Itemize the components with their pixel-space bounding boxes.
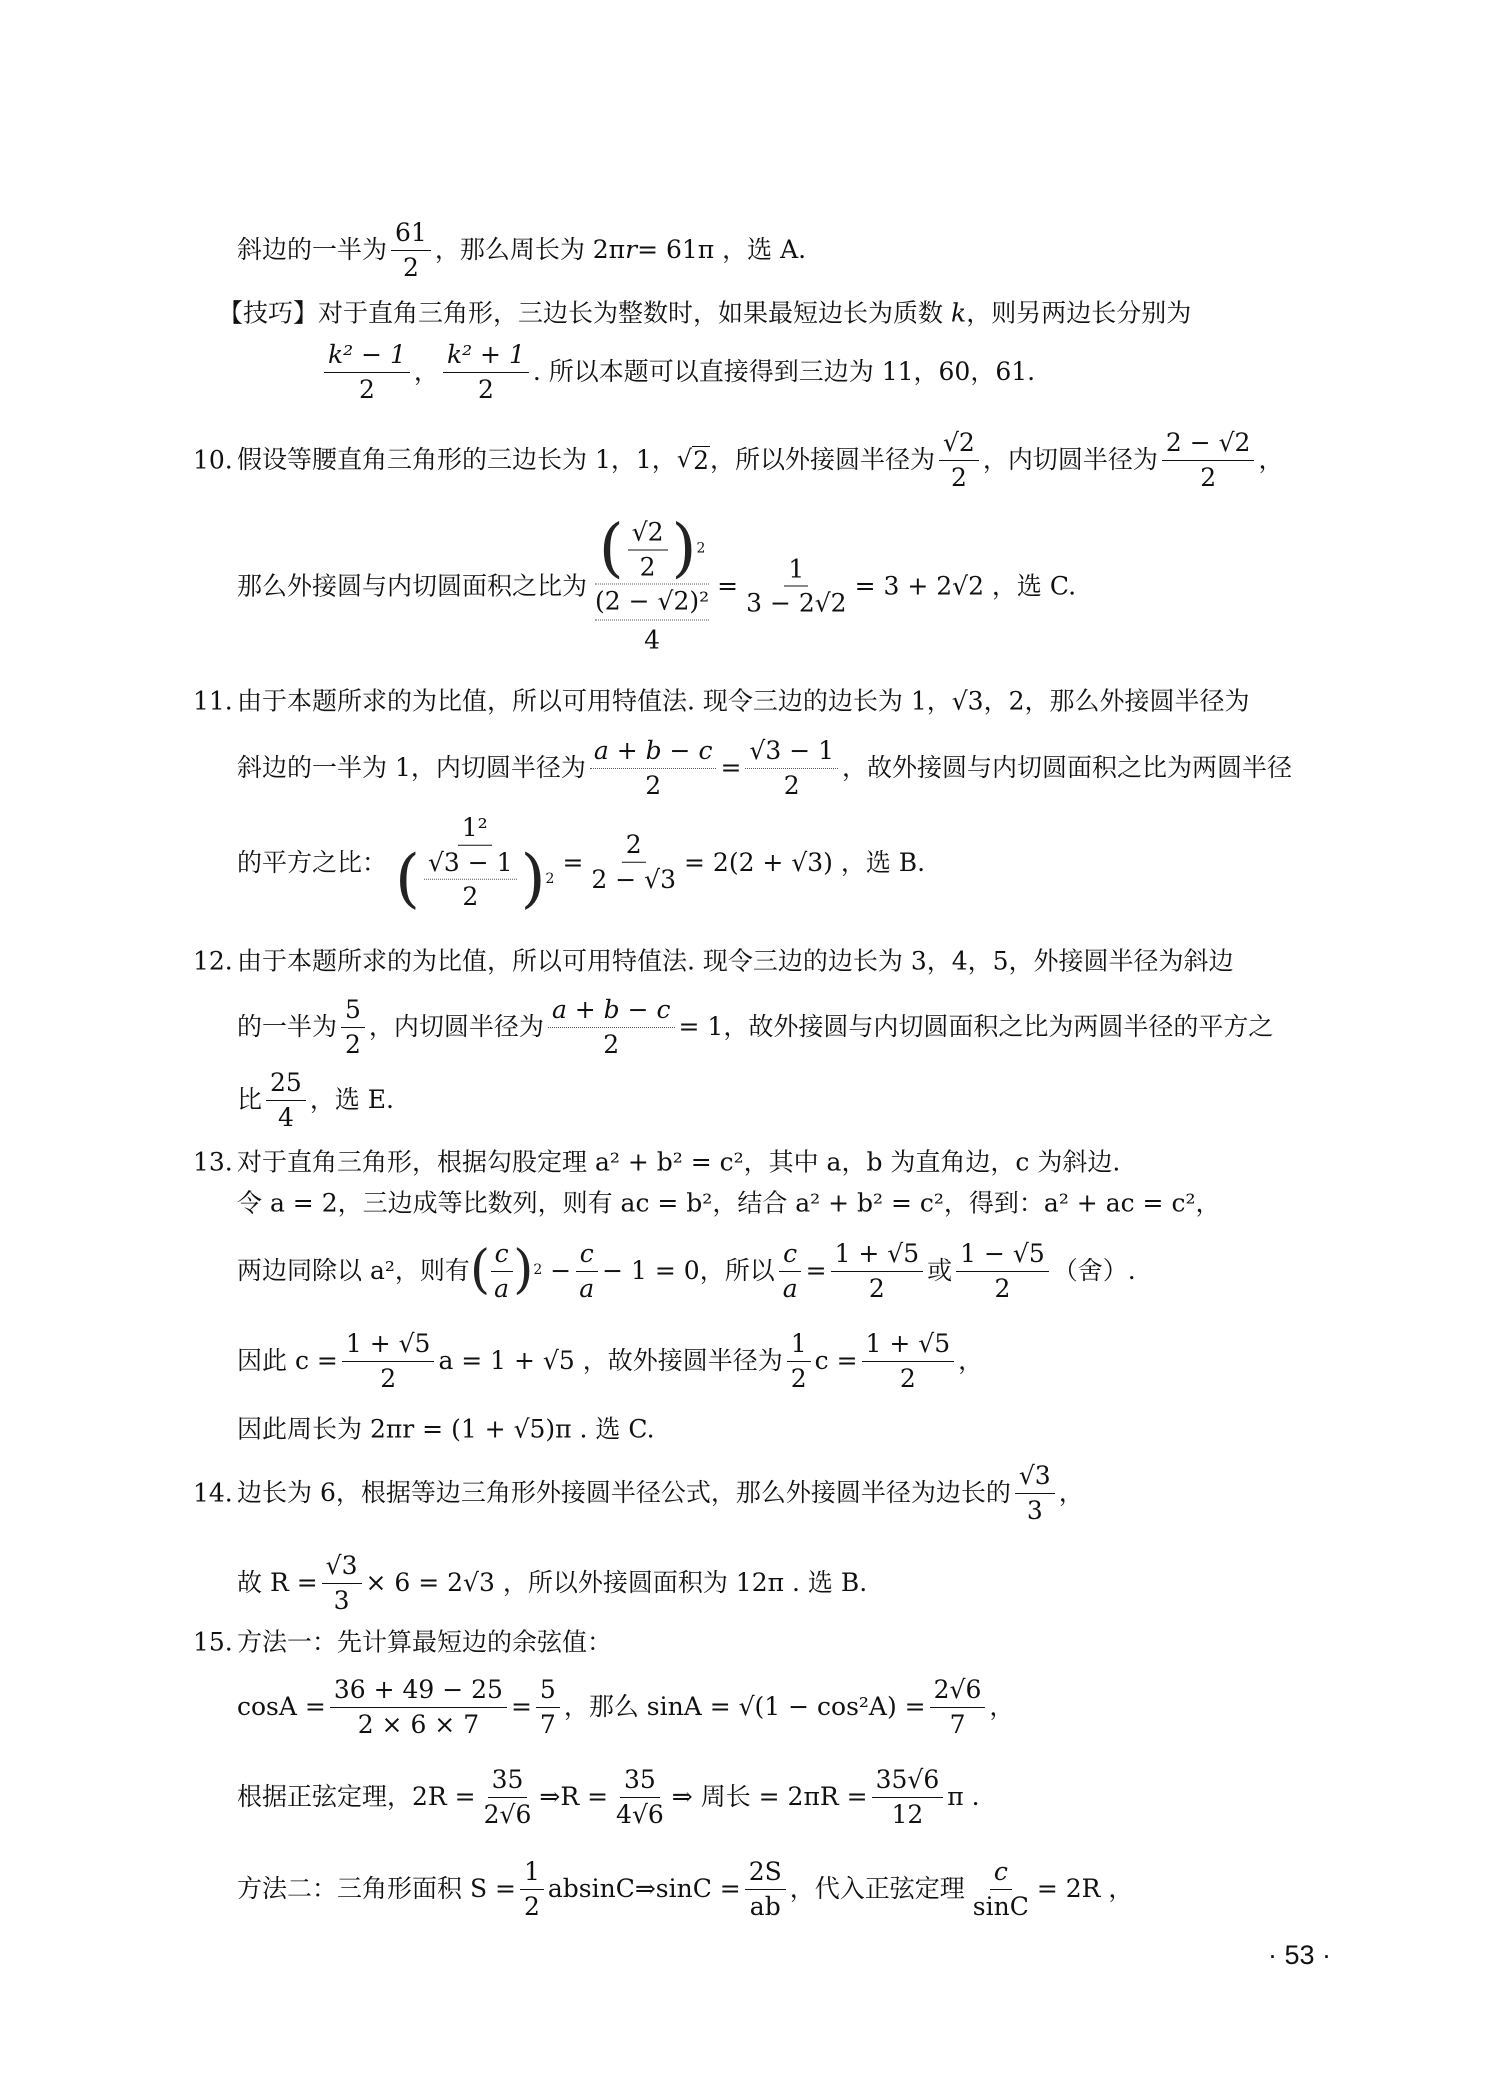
- text: = 3 + 2√2 ，选 C.: [854, 571, 1077, 601]
- fraction: $\frac{35√6}{12}$: [872, 1766, 944, 1828]
- text: absinC⇒sinC =: [547, 1874, 741, 1904]
- fraction: $\frac{√2}{2}$: [628, 519, 668, 581]
- text: =: [805, 1256, 827, 1286]
- text: c =: [814, 1346, 858, 1376]
- text: 斜边的一半为 1，内切圆半径为: [237, 753, 586, 783]
- sqrt: √ 2: [676, 444, 709, 475]
- q11-line3: [237, 812, 926, 916]
- page-number: · 53 ·: [1268, 1940, 1332, 1970]
- text: 因此 c =: [237, 1346, 338, 1376]
- text: = 2(2 + √3) ，选 B.: [684, 847, 926, 877]
- text: 由于本题所求的为比值，所以可用特值法. 现令三边的边长为 1，√3，2，那么外接圆半径为: [237, 686, 1250, 716]
- text: . 所以本题可以直接得到三边为 11，60，61.: [532, 357, 1036, 387]
- fraction: $\frac{1}{2}$: [787, 1330, 811, 1392]
- fraction: $\frac{2 - √2}{2}$: [1162, 429, 1255, 491]
- q13-line1: [237, 1148, 1120, 1176]
- var-r: r: [625, 235, 638, 265]
- text: ，: [989, 1692, 1015, 1722]
- q13-line3: 两边同除以 a²，则有 ( $\frac{c}{a}$ ) 2 − $\frac{c}{a}$ − 1 = 0，所以 $\frac{c}{a}$ = $\frac{1 + √5}{2}$ 或 $\frac{1 - √5}{2}$ （舍）.: [237, 1239, 1136, 1303]
- fraction: $\frac{2S}{ab}$: [745, 1858, 786, 1920]
- fraction: $\frac{1 + √5}{2}$: [862, 1330, 955, 1392]
- tip-label: 【技巧】: [218, 298, 319, 328]
- text: ，那么周长为 2π: [434, 235, 626, 265]
- text: 假设等腰直角三角形的三边长为 1，1，: [237, 445, 677, 475]
- fraction: $\frac{c}{a}$: [490, 1240, 513, 1302]
- q15-number: 15.: [193, 1627, 233, 1657]
- text: ，代入正弦定理: [789, 1874, 965, 1904]
- text: 的一半为: [237, 1012, 338, 1042]
- q11-number: 11.: [193, 686, 233, 716]
- fraction: $\frac{61}{2}$: [391, 219, 431, 281]
- fraction: $\frac{1}{2}$: [520, 1858, 544, 1920]
- text: ，则另两边长分别为: [966, 298, 1192, 328]
- fraction: $\frac{√3 - 1}{2}$: [424, 848, 517, 910]
- text: = 61π ，选 A.: [637, 235, 807, 265]
- text: 故 R =: [237, 1568, 318, 1598]
- text: ，: [958, 1346, 984, 1376]
- q12-line3: [237, 1069, 394, 1131]
- q10-number: 10.: [193, 445, 233, 475]
- fraction: $\frac{1 - √5}{2}$: [956, 1240, 1049, 1302]
- q15-line1: [237, 1628, 612, 1656]
- fraction: $\frac{√3}{3}$: [322, 1552, 362, 1614]
- text: ，选 E.: [309, 1085, 394, 1115]
- text: π .: [947, 1782, 980, 1812]
- text: =: [717, 571, 739, 601]
- q9-line1: [237, 219, 806, 281]
- text: 由于本题所求的为比值，所以可用特值法. 现令三边的边长为 3，4，5，外接圆半径为斜边: [237, 946, 1234, 976]
- text: 边长为 6，根据等边三角形外接圆半径公式，那么外接圆半径为边长的: [237, 1478, 1011, 1508]
- text: ，所以外接圆半径为: [709, 445, 935, 475]
- text: 根据正弦定理，2R =: [237, 1782, 476, 1812]
- fraction: $\frac{c}{a}$: [779, 1240, 802, 1302]
- text: （舍）.: [1052, 1256, 1136, 1286]
- q12-line2: [237, 996, 1273, 1058]
- text: ，: [1058, 1478, 1084, 1508]
- text: cosA =: [237, 1692, 326, 1722]
- text: 方法二：三角形面积 S =: [237, 1874, 516, 1904]
- fraction: $\frac{√2}{2}$: [939, 429, 979, 491]
- text: ，那么 sinA = √(1 − cos²A) =: [563, 1692, 926, 1722]
- compound-fraction: ( $\frac{√2}{2}$ ) 2 (2 − √2)² 4: [595, 511, 710, 654]
- q9-tip-line1: [218, 299, 1191, 327]
- fraction: $\frac{1}{3 - 2√2}$: [746, 554, 847, 618]
- fraction: $\frac{5}{2}$: [341, 996, 365, 1058]
- fraction: $\frac{25}{4}$: [266, 1069, 306, 1131]
- text: ，内切圆半径为: [368, 1012, 544, 1042]
- fraction: $\frac{2√6}{7}$: [930, 1676, 986, 1738]
- q9-tip-line2: [320, 341, 1035, 403]
- q11-line2: [237, 737, 1292, 799]
- var-k: k: [951, 298, 967, 328]
- text: 令 a = 2，三边成等比数列，则有 ac = b²，结合 a² + b² = c²，得到：a² + ac = c²，: [237, 1188, 1221, 1218]
- q15-line3: [237, 1766, 980, 1828]
- text: 两边同除以 a²，则有: [237, 1256, 470, 1286]
- text: ⇒ 周长 = 2πR =: [671, 1782, 868, 1812]
- text: ，: [1258, 445, 1284, 475]
- text: 或: [927, 1256, 953, 1286]
- q15-line4: [237, 1858, 1133, 1920]
- text: 比: [237, 1085, 263, 1115]
- q13-number: 13.: [193, 1147, 233, 1177]
- fraction: $\frac{√3}{3}$: [1015, 1462, 1055, 1524]
- text: − 1 = 0，所以: [602, 1256, 775, 1286]
- fraction: $\frac{√3 - 1}{2}$: [745, 737, 838, 799]
- text: =: [510, 1692, 532, 1722]
- text: ，: [413, 357, 439, 387]
- text: −: [550, 1256, 572, 1286]
- text: 对于直角三角形，根据勾股定理 a² + b² = c²，其中 a，b 为直角边，c 为斜边.: [237, 1147, 1121, 1177]
- text: =: [562, 847, 584, 877]
- text: 那么外接圆与内切圆面积之比为: [237, 571, 588, 601]
- fraction: $\frac{1 + √5}{2}$: [342, 1330, 435, 1392]
- fraction: $\frac{a + b - c}{2}$: [590, 737, 717, 799]
- fraction: $\frac{2}{2 - √3}$: [591, 830, 677, 894]
- q15-line2: [237, 1676, 1014, 1738]
- fraction: $\frac{\text{k² + 1}}{2}$: [443, 341, 529, 403]
- text: × 6 = 2√3 ，所以外接圆面积为 12π . 选 B.: [365, 1568, 868, 1598]
- text: ，内切圆半径为: [982, 445, 1158, 475]
- fraction: $\frac{5}{7}$: [536, 1676, 560, 1738]
- q13-line5: [237, 1415, 655, 1443]
- text: = 1，故外接圆与内切圆面积之比为两圆半径的平方之: [678, 1012, 1274, 1042]
- q10-line2: [237, 511, 1077, 654]
- fraction: $\frac{35}{4√6}$: [616, 1765, 664, 1829]
- text: 的平方之比：: [237, 847, 388, 877]
- q14-line1: [237, 1462, 1084, 1524]
- fraction: $\frac{c}{a}$: [575, 1240, 598, 1302]
- text: 对于直角三角形，三边长为整数时，如果最短边长为质数: [318, 298, 944, 328]
- fraction: $\frac{a + b - c}{2}$: [548, 996, 675, 1058]
- text: 方法一：先计算最短边的余弦值：: [237, 1627, 613, 1657]
- q13-line2: [237, 1189, 1220, 1217]
- q14-number: 14.: [193, 1478, 233, 1508]
- text: = 2R ，: [1036, 1874, 1134, 1904]
- fraction: $\frac{36 + 49 - 25}{2 \times 6 \times 7}$: [330, 1676, 507, 1738]
- q14-line2: [237, 1552, 867, 1614]
- q13-line4: [237, 1330, 983, 1392]
- text: 斜边的一半为: [237, 235, 388, 265]
- q12-number: 12.: [193, 946, 233, 976]
- q10-line1: [237, 429, 1283, 491]
- fraction: $\frac{35}{2√6}$: [483, 1765, 532, 1829]
- fraction: $\frac{1 + √5}{2}$: [831, 1240, 924, 1302]
- text: =: [720, 753, 742, 783]
- text: a = 1 + √5 ，故外接圆半径为: [438, 1346, 783, 1376]
- text: 因此周长为 2πr = (1 + √5)π . 选 C.: [237, 1414, 655, 1444]
- text: ，故外接圆与内切圆面积之比为两圆半径: [842, 753, 1293, 783]
- fraction: $\frac{c}{\sin C}$: [972, 1857, 1029, 1921]
- compound-fraction: 1² ( $\frac{√3 - 1}{2}$ ) 2: [395, 812, 555, 916]
- text: ⇒R =: [539, 1782, 609, 1812]
- q12-line1: [237, 947, 1234, 975]
- q11-line1: [237, 687, 1250, 715]
- fraction: $\frac{\text{k² − 1}}{2}$: [324, 341, 410, 403]
